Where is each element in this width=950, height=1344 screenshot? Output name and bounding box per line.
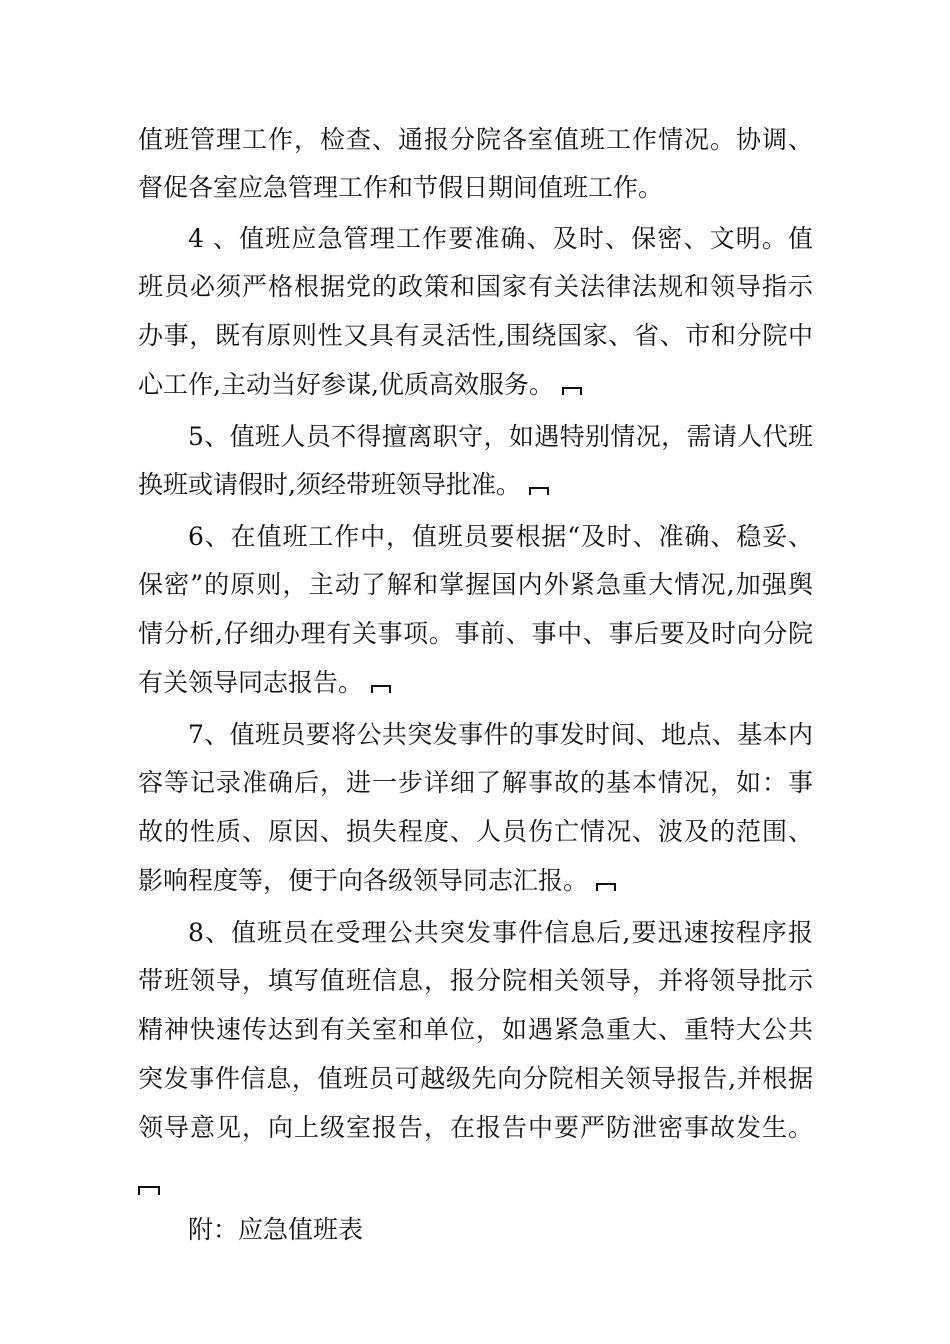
text-line: 精神快速传达到有关室和单位，如遇紧急重大、重特大公共	[138, 1015, 813, 1044]
text-line: 办事，既有原则性又具有灵活性,围绕国家、省、市和分院中	[138, 321, 813, 350]
paragraph-mark-icon	[596, 883, 616, 891]
text-line: 带班领导，填写值班信息，报分院相关领导，并将领导批示	[138, 966, 813, 995]
text-line: 换班或请假时,须经带班领导批准。	[138, 470, 521, 499]
text-line: 容等记录准确后，进一步详细了解事故的基本情况，如：事	[138, 768, 813, 797]
attachment-line: 附：应急值班表	[188, 1215, 364, 1244]
text-line: 5、值班人员不得擅离职守，如遇特别情况，需请人代班	[188, 422, 813, 451]
text-line: 情分析,仔细办理有关事项。事前、事中、事后要及时向分院	[138, 619, 813, 648]
text-line: 影响程度等，便于向各级领导同志汇报。	[138, 866, 589, 895]
text-line: 7、值班员要将公共突发事件的事发时间、地点、基本内	[188, 720, 813, 749]
text-line-with-mark	[138, 663, 813, 703]
text-line: 心工作,主动当好参谋,优质高效服务。	[138, 370, 554, 399]
paragraph-mark-icon	[138, 1186, 160, 1195]
text-line: 保密”的原则，主动了解和掌握国内外紧急重大情况,加强舆	[138, 570, 813, 599]
text-line: 突发事件信息，值班员可越级先向分院相关领导报告,并根据	[138, 1064, 813, 1093]
paragraph-mark-icon	[371, 685, 391, 693]
text-line: 6、在值班工作中，值班员要根据“及时、准确、稳妥、	[188, 522, 813, 551]
text-line: 值班管理工作，检查、通报分院各室值班工作情况。协调、	[138, 125, 813, 154]
text-line: 有关领导同志报告。	[138, 668, 364, 697]
paragraph-mark-icon	[529, 487, 549, 495]
paragraph-mark-icon	[562, 387, 582, 395]
text-line-with-mark	[138, 465, 813, 505]
text-line: 督促各室应急管理工作和节假日期间值班工作。	[138, 173, 664, 202]
text-line: 领导意见，向上级室报告，在报告中要严防泄密事故发生。	[138, 1113, 813, 1142]
text-line-with-mark	[138, 861, 813, 901]
text-line: 4 、值班应急管理工作要准确、及时、保密、文明。值	[188, 224, 813, 253]
text-line: 8、值班员在受理公共突发事件信息后,要迅速按程序报	[188, 918, 813, 947]
text-line-with-mark	[138, 365, 813, 405]
text-line: 班员必须严格根据党的政策和国家有关法律法规和领导指示	[138, 272, 813, 301]
text-line: 故的性质、原因、损失程度、人员伤亡情况、波及的范围、	[138, 817, 813, 846]
